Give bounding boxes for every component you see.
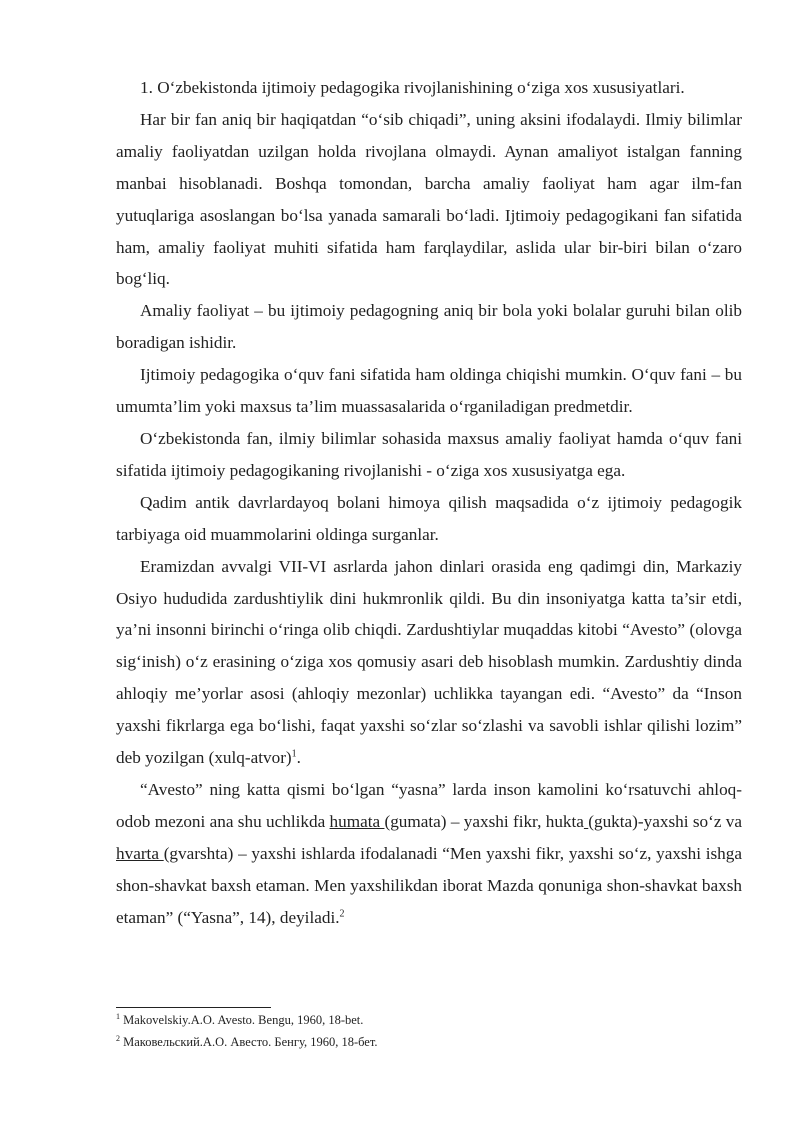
paragraph: O‘zbekistonda fan, ilmiy bilimlar sohasida maxsus amaliy faoliyat hamda o‘quv fani sifatida ijtimoiy pedagogikaning rivojlanishi - o‘ziga xos xususiyatga ega. bbox=[116, 428, 742, 480]
section-heading-paragraph: 1. O‘zbekistonda ijtimoiy pedagogika rivojlanishining o‘ziga xos xususiyatlari. bbox=[140, 78, 685, 97]
paragraph-text: (gumata) – yaxshi fikr, hukta bbox=[384, 811, 584, 831]
footnote bbox=[116, 1034, 378, 1050]
paragraph-with-footnote: Eramizdan avvalgi VII-VI asrlarda jahon dinlari orasida eng qadimgi din, Markaziy Osiyo hududida zardushtiylik dini hukmronlik qildi. Bu din insoniyatga katta ta’sir etdi, ya’ni insonni birinchi o‘ringa olib chiqdi. Zardushtiylar muqaddas kitobi “Avesto” (olovga sig‘inish) o‘z erasining o‘ziga xos qomusiy asari deb hisoblash mumkin. Zardushtiy dinda ahloqiy me’yorlar asosi (ahloqiy mezonlar) uchlikka tayangan edi. “Avesto” da “Inson yaxshi fikrlarga ega bo‘lishi, faqat yaxshi so‘zlar so‘zlashi va savobli ishlar qilishi lozim” deb yozilgan (xulq-atvor)$^1$. bbox=[116, 556, 742, 768]
paragraph-text: “Avesto” ning katta qismi bo‘lgan “yasna” larda inson kamolini ko‘rsatuvchi ahloq-odob mezoni ana shu uchlikda bbox=[116, 779, 742, 831]
paragraph-with-footnote bbox=[116, 774, 742, 934]
paragraph: Qadim antik davrlardayoq bolani himoya qilish maqsadida o‘z ijtimoiy pedagogik tarbiyaga oid muammolarini oldinga surganlar. bbox=[116, 492, 742, 544]
paragraph: Amaliy faoliyat – bu ijtimoiy pedagogning aniq bir bola yoki bolalar guruhi bilan olib boradigan ishidir. bbox=[116, 301, 742, 353]
paragraph-text: (gvarshta) – yaxshi ishlarda ifodalanadi “Men yaxshi fikr, yaxshi so‘z, yaxshi ishga shon-shavkat baxsh etaman. Men yaxshilikdan iborat Mazda qonuniga shon-shavkat baxsh etaman” (“Yasna”, 14), deyiladi. bbox=[116, 843, 743, 927]
footnote-divider bbox=[116, 1007, 271, 1008]
underlined-term: humata bbox=[329, 811, 385, 831]
footnote-text: Makovelskiy.A.O. Avesto. Bengu, 1960, 18-bet. bbox=[123, 1013, 364, 1027]
footnote-ref: 2 bbox=[339, 907, 345, 919]
paragraph-text: Eramizdan avvalgi VII-VI asrlarda jahon dinlari orasida eng qadimgi din, Markaziy Osiyo hududida zardushtiylik dini hukmronlik qildi. Bu din insoniyatga katta ta’sir etdi, ya’ni insonni birinchi o‘ringa olib chiqdi. Zardushtiylar muqaddas kitobi “Avesto” (olovga sig‘inish) o‘z erasining o‘ziga xos qomusiy asari deb hisoblash mumkin. Zardushtiy dinda ahloqiy me’yorlar asosi (ahloqiy mezonlar) uchlikka tayangan edi. “Avesto” da “Inson yaxshi fikrlarga ega bo‘lishi, faqat yaxshi so‘zlar so‘zlashi va savobli ishlar qilishi lozim” deb yozilgan (xulq-atvor) bbox=[116, 556, 742, 768]
footnote-number: 1 bbox=[116, 1011, 120, 1021]
footnote-ref: 1 bbox=[291, 748, 297, 760]
paragraph: Ijtimoiy pedagogika o‘quv fani sifatida ham oldinga chiqishi mumkin. O‘quv fani – bu umumta’lim yoki maxsus ta’lim muassasalarida o‘rganiladigan predmetdir. bbox=[116, 365, 742, 417]
paragraph-text: (gukta)-yaxshi so‘z va bbox=[588, 811, 743, 831]
paragraph: Har bir fan aniq bir haqiqatdan “o‘sib chiqadi”, uning aksini ifodalaydi. Ilmiy bilimlar amaliy faoliyatdan uzilgan holda rivojlana olmaydi. Aynan amaliyot istalgan fanning manbai hisoblanadi. Boshqa tomondan, barcha amaliy faoliyat ham agar ilm-fan yutuqlariga asoslangan bo‘lsa yanada samarali bo‘ladi. Ijtimoiy pedagogikani fan sifatida ham, amaliy faoliyat muhiti sifatida ham farqlaydilar, aslida ular bir-biri bilan o‘zaro bog‘liq. bbox=[116, 109, 742, 289]
footnote bbox=[116, 1012, 363, 1028]
underlined-term: hvarta bbox=[116, 843, 164, 863]
footnote-text: Маковельский.А.О. Авесто. Бенгу, 1960, 18-бет. bbox=[123, 1035, 378, 1049]
body-text bbox=[116, 72, 742, 933]
footnote-number: 2 bbox=[116, 1033, 120, 1043]
